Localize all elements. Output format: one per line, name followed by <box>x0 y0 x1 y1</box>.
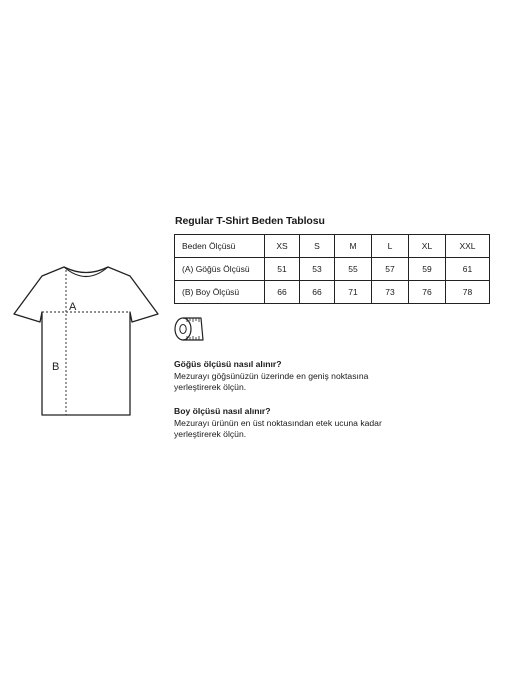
table-cell: 53 <box>300 258 335 281</box>
length-answer: Mezurayı ürünün en üst noktasından etek ucuna kadar yerleştirerek ölçün. <box>174 417 382 439</box>
table-cell: 66 <box>300 281 335 304</box>
table-cell: 73 <box>372 281 409 304</box>
row-label-chest: (A) Göğüs Ölçüsü <box>175 258 265 281</box>
length-instructions <box>174 406 414 441</box>
length-question: Boy ölçüsü nasıl alınır? <box>174 406 271 416</box>
tshirt-diagram <box>8 262 164 422</box>
table-cell: 66 <box>265 281 300 304</box>
tshirt-outline-icon <box>8 262 164 422</box>
chest-answer: Mezurayı göğsünüzün üzerinde en geniş noktasına yerleştirerek ölçün. <box>174 370 369 392</box>
row-label-length: (B) Boy Ölçüsü <box>175 281 265 304</box>
table-cell: 57 <box>372 258 409 281</box>
table-cell: 76 <box>409 281 446 304</box>
table-cell: 78 <box>446 281 490 304</box>
table-cell: 61 <box>446 258 490 281</box>
table-cell: 71 <box>335 281 372 304</box>
table-row <box>175 258 490 281</box>
chest-question: Göğüs ölçüsü nasıl alınır? <box>174 359 282 369</box>
size-xs: XS <box>265 235 300 258</box>
table-row <box>175 281 490 304</box>
size-m: M <box>335 235 372 258</box>
table-cell: 51 <box>265 258 300 281</box>
table-cell: 59 <box>409 258 446 281</box>
label-a: A <box>69 301 77 313</box>
header-label: Beden Ölçüsü <box>175 235 265 258</box>
table-cell: 55 <box>335 258 372 281</box>
measuring-tape-icon <box>172 315 206 343</box>
size-xxl: XXL <box>446 235 490 258</box>
size-s: S <box>300 235 335 258</box>
label-b: B <box>52 361 60 373</box>
table-header-row <box>175 235 490 258</box>
chest-instructions <box>174 359 414 394</box>
size-table-title: Regular T-Shirt Beden Tablosu <box>175 215 325 227</box>
size-l: L <box>372 235 409 258</box>
size-table <box>174 234 490 304</box>
size-xl: XL <box>409 235 446 258</box>
